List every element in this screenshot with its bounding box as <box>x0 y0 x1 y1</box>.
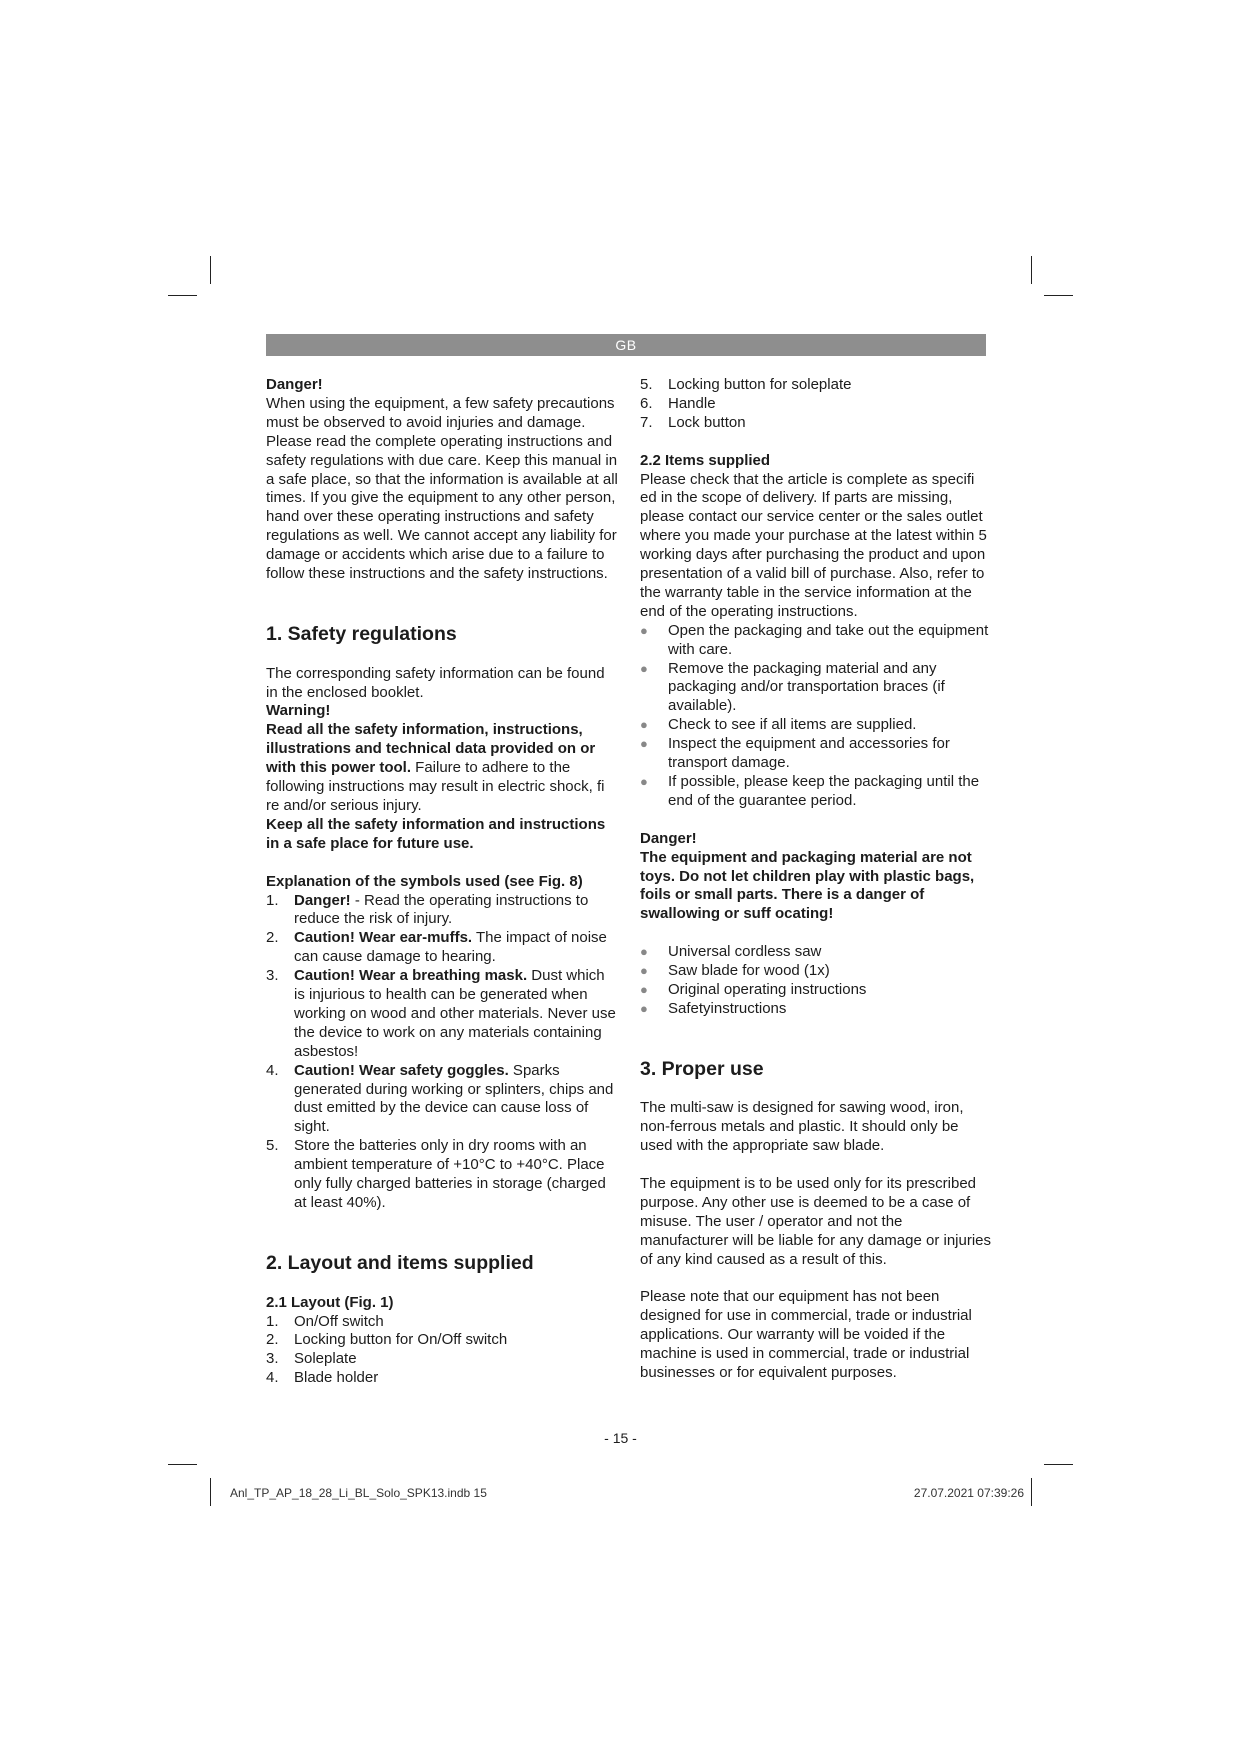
footer-filename: Anl_TP_AP_18_28_Li_BL_Solo_SPK13.indb 15 <box>230 1486 487 1500</box>
section-1-title: 1. Safety regulations <box>266 622 457 645</box>
language-banner: GB <box>266 334 986 356</box>
crop-mark <box>210 256 211 284</box>
footer-timestamp: 27.07.2021 07:39:26 <box>913 1486 1024 1500</box>
list-item: ● Safetyinstructions <box>640 999 787 1017</box>
section-3-paragraph-3: Please note that our equipment has not been designed for use in commercial, trade or industrial applications. Our warranty will be voided if the machine is used in commercial, trade or industrial businesses or for equivalent purposes. <box>640 1288 972 1382</box>
list-item: 4. Blade holder <box>266 1369 379 1387</box>
danger-paragraph: When using the equipment, a few safety precautions must be observed to avoid injuries and damage. Please read the complete operating instructions and safety regulations with due care. Keep this manual in a safe place, so that the information is available at all times. If you give the equipment to any other person, hand over these operating instructions and safety regulations as well. We cannot accept any liability for damage or accidents which arise due to a failure to follow these instructions and the safety instructions. <box>266 394 618 583</box>
list-item: 5. Locking button for soleplate <box>640 376 852 393</box>
danger-heading: Danger! <box>266 376 323 393</box>
list-item: 1. Danger! - Read the operating instructions to reduce the risk of injury. <box>266 891 589 928</box>
section-2-1-title: 2.1 Layout (Fig. 1) <box>266 1293 394 1311</box>
left-column <box>266 376 618 1388</box>
list-item: 5. Store the batteries only in dry rooms with an ambient temperature of +10°C to +40°C. Place only fully charged batteries in storage (charged at least 40%). <box>266 1137 606 1212</box>
section-2-2-title: 2.2 Items supplied <box>640 451 771 469</box>
warning-heading: Warning! <box>266 702 331 720</box>
layout-list <box>266 1313 618 1389</box>
list-item: 4. Caution! Wear safety goggles. Sparks generated during working or splinters, chips and dust emitted by the device can cause loss of sight. <box>266 1061 614 1136</box>
list-item: ● Original operating instructions <box>640 980 867 998</box>
bullet-icon: ● <box>640 1000 648 1016</box>
list-item: ● Open the packaging and take out the equipment with care. <box>640 621 989 658</box>
section-2-title: 2. Layout and items supplied <box>266 1251 534 1274</box>
list-item: ● If possible, please keep the packaging until the end of the guarantee period. <box>640 773 980 809</box>
check-list <box>640 622 992 811</box>
crop-mark <box>1031 1478 1032 1506</box>
warning-paragraph: Read all the safety information, instructions, illustrations and technical data provided on or with this power tool. Failure to adhere to the following instructions may result in electric shock, fi re and/or serious injury. <box>266 721 605 814</box>
crop-mark <box>1031 256 1032 284</box>
list-item: 2. Caution! Wear ear-muffs. The impact of noise can cause damage to hearing. <box>266 929 607 966</box>
crop-mark <box>168 1464 197 1465</box>
list-item: 3. Caution! Wear a breathing mask. Dust which is injurious to health can be generated when working on wood and other materials. Never use the device to work on any materials containing asbestos! <box>266 967 616 1060</box>
bullet-icon: ● <box>640 774 648 790</box>
symbols-list <box>266 892 618 1213</box>
section-1-intro: The corresponding safety information can be found in the enclosed booklet. <box>266 664 605 701</box>
danger-paragraph-2: The equipment and packaging material are not toys. Do not let children play with plastic bags, foils or small parts. There is a danger of swallowing or suff ocating! <box>640 848 975 923</box>
list-item: 2. Locking button for On/Off switch <box>266 1331 508 1349</box>
list-item: 3. Soleplate <box>266 1350 357 1368</box>
list-item: ● Inspect the equipment and accessories for transport damage. <box>640 735 950 772</box>
keep-instructions: Keep all the safety information and instructions in a safe place for future use. <box>266 815 606 852</box>
section-3-paragraph-1: The multi-saw is designed for sawing wood, iron, non-ferrous metals and plastic. It should only be used with the appropriate saw blade. <box>640 1099 964 1155</box>
list-item: ● Remove the packaging material and any packaging and/or transportation braces (if available). <box>640 659 945 715</box>
list-item: ● Universal cordless saw <box>640 943 822 961</box>
bullet-icon: ● <box>640 944 648 960</box>
crop-mark <box>1044 1464 1073 1465</box>
bullet-icon: ● <box>640 717 648 733</box>
bullet-icon: ● <box>640 981 648 997</box>
list-item: ● Saw blade for wood (1x) <box>640 962 830 980</box>
section-2-2-text: Please check that the article is complete as specifi ed in the scope of delivery. If parts are missing, please contact our service center or the sales outlet where you made your purchase at the latest within 5 working days after purchasing the product and upon presentation of a valid bill of purchase. Also, refer to the warranty table in the service information at the end of the operating instructions. <box>640 470 987 620</box>
crop-mark <box>1044 295 1073 296</box>
right-column <box>640 376 992 1383</box>
bullet-icon: ● <box>640 963 648 979</box>
bullet-icon: ● <box>640 660 648 676</box>
list-item: ● Check to see if all items are supplied. <box>640 716 917 734</box>
symbols-heading: Explanation of the symbols used (see Fig. 8) <box>266 872 583 890</box>
crop-mark <box>168 295 197 296</box>
bullet-icon: ● <box>640 736 648 752</box>
list-item: 1. On/Off switch <box>266 1312 384 1330</box>
section-3-title: 3. Proper use <box>640 1057 764 1080</box>
section-3-paragraph-2: The equipment is to be used only for its prescribed purpose. Any other use is deemed to be a case of misuse. The user / operator and not the manufacturer will be liable for any damage or injuries of any kind caused as a result of this. <box>640 1175 992 1268</box>
page-number: - 15 - <box>604 1430 637 1446</box>
bullet-icon: ● <box>640 622 648 638</box>
supplied-list <box>640 943 992 1019</box>
crop-mark <box>210 1478 211 1506</box>
list-item: 6. Handle <box>640 394 716 412</box>
layout-list-continued <box>640 376 992 433</box>
danger-heading-2: Danger! <box>640 829 697 847</box>
list-item: 7. Lock button <box>640 413 746 431</box>
